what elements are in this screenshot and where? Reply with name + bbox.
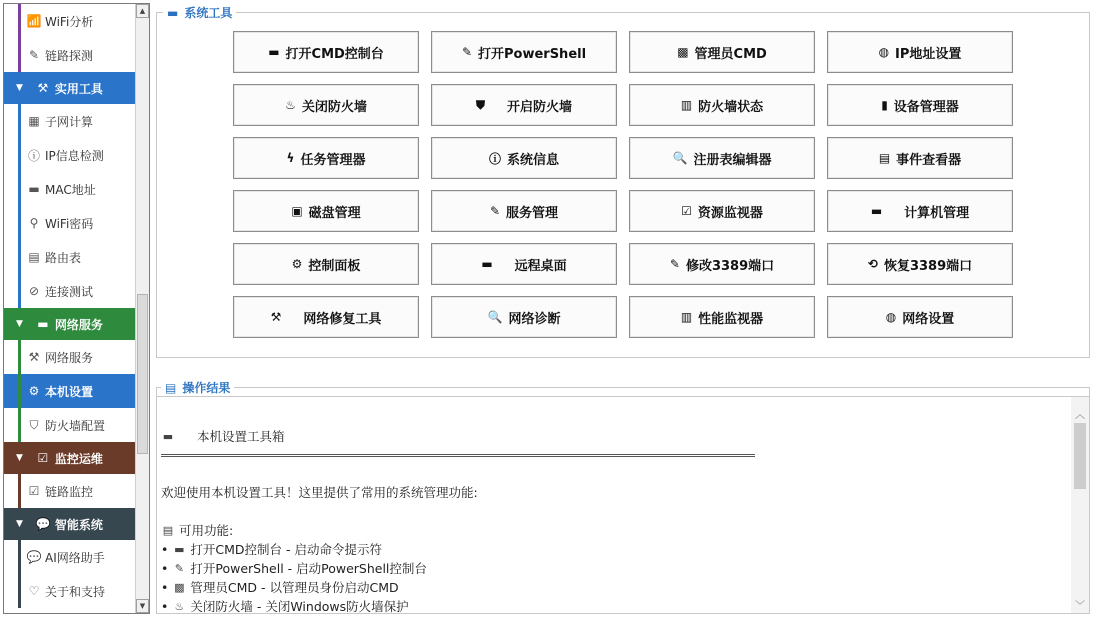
sidebar-accent-bar <box>18 172 21 206</box>
sidebar-item-7[interactable] <box>4 240 136 274</box>
tool-button-9[interactable] <box>431 137 617 179</box>
tool-button-label: IP地址设置 <box>895 46 962 62</box>
caret-down-icon: ▼ <box>16 319 23 329</box>
clipboard-icon: ▤ <box>165 380 177 395</box>
features-title: 可用功能: <box>179 523 234 538</box>
system-tools-title <box>163 4 236 21</box>
sidebar-item-12[interactable] <box>4 408 136 442</box>
tool-button-label: 防火墙状态 <box>698 99 764 115</box>
sidebar-item-label: 防火墙配置 <box>45 418 106 433</box>
restore-port-icon: ⟲ <box>867 257 878 271</box>
bullet: • <box>161 560 169 576</box>
sidebar-item-label: AI网络助手 <box>45 550 105 565</box>
tool-button-10[interactable] <box>629 137 815 179</box>
tool-button-label: 资源监视器 <box>697 205 763 221</box>
sidebar-group-2[interactable] <box>4 72 136 104</box>
lightning-icon: ϟ <box>286 151 295 165</box>
registry-search-icon: 🔍 <box>672 151 688 165</box>
result-header: 本机设置工具箱 <box>197 429 285 444</box>
scroll-up-icon[interactable]: ︿ <box>1075 409 1085 421</box>
system-tools-label: 系统工具 <box>184 6 233 20</box>
sidebar-item-1[interactable] <box>4 38 136 72</box>
scroll-down-icon[interactable]: ﹀ <box>1075 600 1085 612</box>
edit-port-icon: ✎ <box>669 257 680 271</box>
sidebar-item-3[interactable] <box>4 104 136 138</box>
link-probe-icon: ✎ <box>28 48 40 62</box>
sidebar-accent-bar <box>18 408 21 442</box>
feature-line <box>161 540 382 558</box>
sidebar-item-label: MAC地址 <box>45 182 96 197</box>
sidebar-item-label: IP信息检测 <box>45 148 104 163</box>
subnet-calc-icon: ▦ <box>28 114 40 128</box>
tool-button-12[interactable] <box>233 190 419 232</box>
result-scroll-thumb[interactable] <box>1074 423 1086 489</box>
scroll-down-icon[interactable]: ▼ <box>136 599 149 613</box>
laptop-icon: ▬ <box>174 542 185 556</box>
tool-button-label: 管理员CMD <box>694 46 767 62</box>
sidebar-item-label: 链路探测 <box>45 48 94 63</box>
tools-icon: ⚒ <box>37 81 49 95</box>
sidebar-group-13[interactable] <box>4 442 136 474</box>
welcome-text: 欢迎使用本机设置工具！这里提供了常用的系统管理功能: <box>161 485 478 500</box>
sidebar-item-label: WiFi密码 <box>45 216 94 231</box>
fire-icon: ♨ <box>174 599 185 613</box>
route-table-icon: ▤ <box>28 250 40 264</box>
tool-button-3[interactable] <box>827 31 1013 73</box>
tool-button-7[interactable] <box>827 84 1013 126</box>
disk-icon: ▣ <box>291 204 303 218</box>
operation-result-label: 操作结果 <box>182 381 231 395</box>
tool-button-label: 打开PowerShell <box>478 46 587 62</box>
sidebar-item-6[interactable] <box>4 206 136 240</box>
feature-text: 打开PowerShell - 启动PowerShell控制台 <box>190 561 427 576</box>
sidebar-item-label: 本机设置 <box>45 384 94 399</box>
caret-down-icon: ▼ <box>16 453 23 463</box>
tool-button-label: 服务管理 <box>506 205 559 221</box>
service-pen-icon: ✎ <box>489 204 501 218</box>
tool-button-14[interactable] <box>629 190 815 232</box>
tool-button-22[interactable] <box>629 296 815 338</box>
sidebar-accent-bar <box>18 138 21 172</box>
tool-button-label: 性能监视器 <box>698 311 764 327</box>
tool-button-11[interactable] <box>827 137 1013 179</box>
sidebar-item-label: 网络服务 <box>45 350 94 365</box>
sidebar-group-label: 实用工具 <box>54 81 103 96</box>
scroll-up-icon[interactable]: ▲ <box>136 4 149 18</box>
tool-button-4[interactable] <box>233 84 419 126</box>
tool-button-6[interactable] <box>629 84 815 126</box>
tool-button-label: 设备管理器 <box>893 99 959 115</box>
device-icon: ▮ <box>881 98 888 112</box>
sidebar-item-label: 子网计算 <box>45 114 94 129</box>
bullet: • <box>161 541 169 557</box>
tool-button-label: 控制面板 <box>308 258 361 274</box>
network-settings-icon: ◍ <box>885 310 897 324</box>
feature-text: 管理员CMD - 以管理员身份启动CMD <box>190 580 399 595</box>
tool-button-label: 任务管理器 <box>300 152 366 168</box>
tool-button-grid <box>233 31 1013 338</box>
laptop-icon: ▬ <box>268 45 280 59</box>
feature-line <box>161 559 427 577</box>
smart-system-icon: 💬 <box>35 517 51 531</box>
control-panel-icon: ⚙ <box>291 257 303 271</box>
feature-text: 关闭防火墙 - 关闭Windows防火墙保护 <box>190 599 409 613</box>
sidebar-accent-bar <box>18 274 21 308</box>
shield-icon: ⛊ <box>475 97 485 112</box>
caret-down-icon: ▼ <box>16 519 23 529</box>
network-service-item-icon: ⚒ <box>28 350 40 364</box>
result-welcome <box>161 483 478 501</box>
tool-button-23[interactable] <box>827 296 1013 338</box>
ai-assistant-icon: 💬 <box>26 550 42 564</box>
tool-button-18[interactable] <box>629 243 815 285</box>
tool-button-21[interactable] <box>431 296 617 338</box>
result-textbox[interactable] <box>157 396 1089 613</box>
sidebar-item-14[interactable] <box>4 474 136 508</box>
tool-button-label: 网络修复工具 <box>303 311 382 327</box>
mac-address-icon: ▬ <box>28 182 40 196</box>
sidebar-item-label: WiFi分析 <box>45 14 94 29</box>
operation-result-title <box>161 379 234 396</box>
tool-button-13[interactable] <box>431 190 617 232</box>
sidebar-accent-bar <box>18 340 21 374</box>
tool-button-label: 远程桌面 <box>514 258 567 274</box>
feature-line <box>161 578 399 596</box>
result-divider <box>161 454 755 457</box>
bar-chart-icon: ▥ <box>680 98 693 112</box>
tool-button-1[interactable] <box>431 31 617 73</box>
sidebar-group-label: 监控运维 <box>54 451 103 466</box>
sidebar-item-4[interactable] <box>4 138 136 172</box>
event-log-icon: ▤ <box>878 151 891 165</box>
monitor-icon: ▬ <box>162 429 174 443</box>
sidebar-accent-bar <box>18 38 21 72</box>
operation-result-panel <box>156 380 1090 614</box>
firewall-config-icon: ⛉ <box>29 417 39 432</box>
connection-test-icon: ⊘ <box>28 284 40 298</box>
admin-terminal-icon: ▩ <box>174 580 185 594</box>
tool-button-label: 注册表编辑器 <box>693 152 772 168</box>
tool-button-15[interactable] <box>827 190 1013 232</box>
result-scrollbar[interactable] <box>1071 397 1089 613</box>
pen-icon: ✎ <box>461 45 472 59</box>
sidebar-accent-bar <box>18 540 21 574</box>
sidebar-accent-bar <box>18 4 21 38</box>
clipboard-icon: ▤ <box>162 523 174 537</box>
tool-button-label: 网络设置 <box>902 311 955 327</box>
sidebar-accent-bar <box>18 574 21 608</box>
tool-button-20[interactable] <box>233 296 419 338</box>
feature-text: 打开CMD控制台 - 启动命令提示符 <box>190 542 382 557</box>
sidebar-item-label: 关于和支持 <box>45 584 106 599</box>
wifi-analysis-icon: 📶 <box>26 14 42 28</box>
tool-button-19[interactable] <box>827 243 1013 285</box>
network-service-icon: ▬ <box>37 317 49 331</box>
sidebar-item-8[interactable] <box>4 274 136 308</box>
tool-button-label: 开启防火墙 <box>507 99 573 115</box>
sidebar-item-label: 路由表 <box>45 250 82 265</box>
system-tools-panel <box>156 5 1090 358</box>
tool-button-label: 磁盘管理 <box>308 205 361 221</box>
tool-button-8[interactable] <box>233 137 419 179</box>
bullet: • <box>161 598 169 613</box>
sidebar-scrollbar[interactable] <box>135 4 149 613</box>
tool-button-label: 恢复3389端口 <box>883 258 973 274</box>
sidebar-item-0[interactable] <box>4 4 136 38</box>
tool-button-2[interactable] <box>629 31 815 73</box>
tool-button-17[interactable] <box>431 243 617 285</box>
tool-button-0[interactable] <box>233 31 419 73</box>
sidebar-accent-bar <box>18 104 21 138</box>
about-icon: ♡ <box>28 584 40 598</box>
sidebar-accent-bar <box>18 240 21 274</box>
fire-icon: ♨ <box>285 98 296 112</box>
resource-monitor-icon: ☑ <box>681 204 692 218</box>
tool-button-label: 事件查看器 <box>896 152 962 168</box>
sidebar-item-16[interactable] <box>4 540 136 574</box>
sidebar-item-label: 连接测试 <box>45 284 94 299</box>
admin-terminal-icon: ▩ <box>677 45 689 59</box>
sidebar-accent-bar <box>18 206 21 240</box>
pen-icon: ✎ <box>174 561 184 575</box>
sidebar-item-11[interactable] <box>4 374 136 408</box>
tool-button-label: 打开CMD控制台 <box>285 46 384 62</box>
local-settings-icon: ⚙ <box>28 384 40 398</box>
sidebar-group-label: 智能系统 <box>54 517 103 532</box>
sidebar-item-17[interactable] <box>4 574 136 608</box>
feature-line <box>161 597 409 613</box>
features-heading <box>161 521 233 539</box>
network-diagnose-icon: 🔍 <box>487 310 503 324</box>
performance-icon: ▥ <box>680 310 693 324</box>
result-header-line <box>161 427 285 445</box>
sidebar-item-10[interactable] <box>4 340 136 374</box>
sidebar-scroll-thumb[interactable] <box>137 294 148 454</box>
sidebar-item-5[interactable] <box>4 172 136 206</box>
monitor-ops-icon: ☑ <box>37 451 49 465</box>
computer-icon: ▬ <box>870 204 883 218</box>
sidebar-list <box>4 4 136 613</box>
sidebar-group-15[interactable] <box>4 508 136 540</box>
caret-down-icon: ▼ <box>16 83 23 93</box>
ip-info-icon: ⓘ <box>27 148 40 163</box>
sidebar-group-label: 网络服务 <box>54 317 103 332</box>
repair-tools-icon: ⚒ <box>270 310 282 324</box>
globe-icon: ◍ <box>878 45 890 59</box>
sidebar-item-label: 链路监控 <box>45 484 94 499</box>
bullet: • <box>161 579 169 595</box>
sidebar-accent-bar <box>18 474 21 508</box>
wifi-password-icon: ⚲ <box>29 216 39 230</box>
tool-button-16[interactable] <box>233 243 419 285</box>
tool-button-label: 系统信息 <box>507 152 560 168</box>
tool-button-label: 修改3389端口 <box>685 258 775 274</box>
tool-button-label: 关闭防火墙 <box>301 99 367 115</box>
info-icon: ⓘ <box>488 151 501 166</box>
sidebar-accent-bar <box>18 374 21 408</box>
tool-button-label: 网络诊断 <box>508 311 561 327</box>
sidebar-group-9[interactable] <box>4 308 136 340</box>
tool-button-label: 计算机管理 <box>904 205 970 221</box>
monitor-icon: ▬ <box>167 5 179 20</box>
link-monitor-icon: ☑ <box>28 484 40 498</box>
tool-button-5[interactable] <box>431 84 617 126</box>
remote-desktop-icon: ▬ <box>481 257 493 271</box>
sidebar-nav <box>3 3 150 614</box>
